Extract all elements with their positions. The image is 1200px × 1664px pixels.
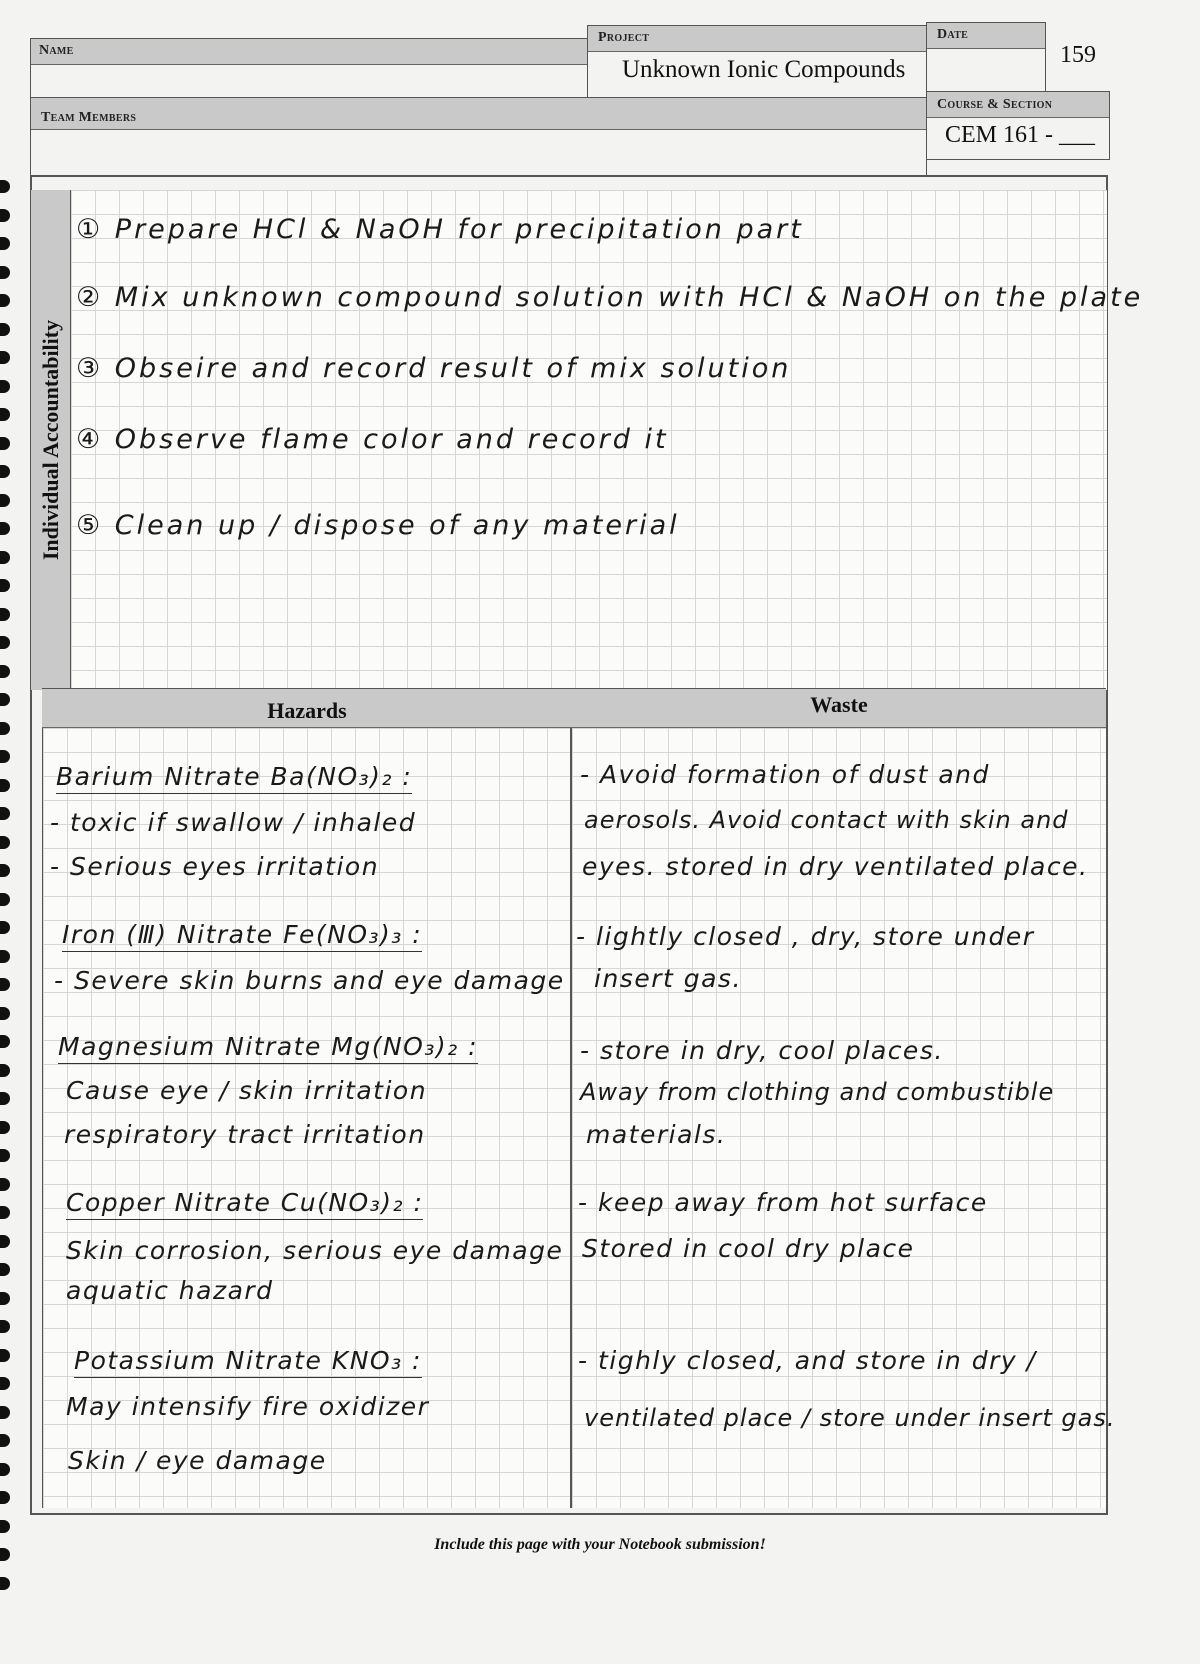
- binding-hole: [0, 1121, 10, 1134]
- binding-hole: [0, 1463, 10, 1476]
- waste-line: insert gas.: [594, 964, 742, 993]
- step-5: ⑤ Clean up / dispose of any material: [76, 510, 680, 541]
- binding-hole: [0, 1349, 10, 1362]
- waste-column: [572, 728, 1106, 1508]
- binding-hole: [0, 1263, 10, 1276]
- binding-hole: [0, 465, 10, 478]
- binding-hole: [0, 1491, 10, 1504]
- binding-hole: [0, 1235, 10, 1248]
- binding-hole: [0, 180, 10, 193]
- project-value: Unknown Ionic Compounds: [622, 56, 906, 83]
- submission-note: Include this page with your Notebook submission!: [434, 1536, 766, 1553]
- step-2: ② Mix unknown compound solution with HCl & NaOH on the plate: [76, 282, 1144, 313]
- binding-hole: [0, 1406, 10, 1419]
- waste-line: eyes. stored in dry ventilated place.: [582, 852, 1089, 881]
- hazard-title: Magnesium Nitrate Mg(NO₃)₂ :: [58, 1032, 478, 1064]
- waste-line: aerosols. Avoid contact with skin and: [584, 806, 1069, 834]
- binding-hole: [0, 665, 10, 678]
- binding-hole: [0, 1377, 10, 1390]
- individual-accountability-label: Individual Accountability: [37, 319, 63, 561]
- waste-line: ventilated place / store under insert gas.: [584, 1404, 1116, 1432]
- waste-line: materials.: [586, 1120, 727, 1149]
- step-4: ④ Observe flame color and record it: [76, 424, 669, 455]
- hazard-title: Iron (Ⅲ) Nitrate Fe(NO₃)₃ :: [62, 920, 422, 952]
- binding-hole: [0, 1007, 10, 1020]
- date-label: Date: [937, 27, 969, 42]
- hazards-header: Hazards: [267, 698, 347, 723]
- waste-line: - Avoid formation of dust and: [580, 760, 990, 789]
- binding-hole: [0, 978, 10, 991]
- project-label: Project: [598, 30, 650, 45]
- binding-hole: [0, 1206, 10, 1219]
- hazard-line: - Serious eyes irritation: [50, 852, 380, 881]
- waste-line: - store in dry, cool places.: [580, 1036, 944, 1065]
- binding-hole: [0, 408, 10, 421]
- binding-hole: [0, 608, 10, 621]
- hazard-title: Copper Nitrate Cu(NO₃)₂ :: [66, 1188, 423, 1220]
- team-members-box: [30, 97, 927, 176]
- binding-hole: [0, 1434, 10, 1447]
- binding-hole: [0, 1520, 10, 1533]
- binding-hole: [0, 1035, 10, 1048]
- binding-hole: [0, 1320, 10, 1333]
- individual-accountability-sidebar: [31, 190, 71, 690]
- project-box: [587, 25, 927, 98]
- waste-line: - lightly closed , dry, store under: [576, 922, 1035, 951]
- binding-hole: [0, 807, 10, 820]
- binding-hole: [0, 893, 10, 906]
- binding-hole: [0, 1149, 10, 1162]
- binding-hole: [0, 380, 10, 393]
- hazard-line: - Severe skin burns and eye damage: [54, 966, 565, 995]
- binding-hole: [0, 1064, 10, 1077]
- step-1: ① Prepare HCl & NaOH for precipitation part: [76, 214, 804, 245]
- binding-hole: [0, 750, 10, 763]
- date-box: [926, 22, 1046, 98]
- binding-hole: [0, 864, 10, 877]
- binding-hole: [0, 950, 10, 963]
- page-number: 159: [1060, 42, 1096, 68]
- binding-hole: [0, 722, 10, 735]
- course-section-box: [926, 91, 1110, 160]
- hazard-title: Barium Nitrate Ba(NO₃)₂ :: [56, 762, 412, 794]
- binding-hole: [0, 1178, 10, 1191]
- binding-hole: [0, 437, 10, 450]
- binding-hole: [0, 836, 10, 849]
- hazard-line: aquatic hazard: [66, 1276, 274, 1305]
- binding-hole: [0, 636, 10, 649]
- binding-hole: [0, 351, 10, 364]
- hazard-title: Potassium Nitrate KNO₃ :: [74, 1346, 422, 1378]
- binding-hole: [0, 1577, 10, 1590]
- binding-hole: [0, 494, 10, 507]
- binding-hole: [0, 237, 10, 250]
- hazard-line: Skin corrosion, serious eye damage: [66, 1236, 564, 1265]
- hazard-line: Cause eye / skin irritation: [66, 1076, 428, 1105]
- binding-hole: [0, 323, 10, 336]
- hazard-line: - toxic if swallow / inhaled: [50, 808, 417, 837]
- binding-hole: [0, 551, 10, 564]
- binding-hole: [0, 294, 10, 307]
- team-members-label: Team Members: [41, 110, 137, 125]
- hazards-column: [42, 728, 572, 1508]
- name-label: Name: [39, 43, 74, 58]
- name-box: [30, 38, 588, 98]
- binding-hole: [0, 522, 10, 535]
- course-section-label: Course & Section: [937, 97, 1053, 112]
- spiral-binding: [0, 180, 14, 1630]
- step-3: ③ Obseire and record result of mix solution: [76, 353, 792, 384]
- hazard-line: Skin / eye damage: [68, 1446, 327, 1475]
- waste-line: - keep away from hot surface: [578, 1188, 988, 1217]
- binding-hole: [0, 693, 10, 706]
- binding-hole: [0, 779, 10, 792]
- waste-line: Away from clothing and combustible: [580, 1078, 1055, 1106]
- waste-line: - tighly closed, and store in dry /: [578, 1346, 1037, 1375]
- waste-line: Stored in cool dry place: [582, 1234, 915, 1263]
- waste-header: Waste: [810, 692, 868, 717]
- binding-hole: [0, 579, 10, 592]
- binding-hole: [0, 209, 10, 222]
- binding-hole: [0, 1292, 10, 1305]
- hazard-line: respiratory tract irritation: [64, 1120, 426, 1149]
- course-section-value: CEM 161 - ___: [945, 122, 1095, 148]
- binding-hole: [0, 1092, 10, 1105]
- binding-hole: [0, 921, 10, 934]
- binding-hole: [0, 266, 10, 279]
- hazard-line: May intensify fire oxidizer: [66, 1392, 430, 1421]
